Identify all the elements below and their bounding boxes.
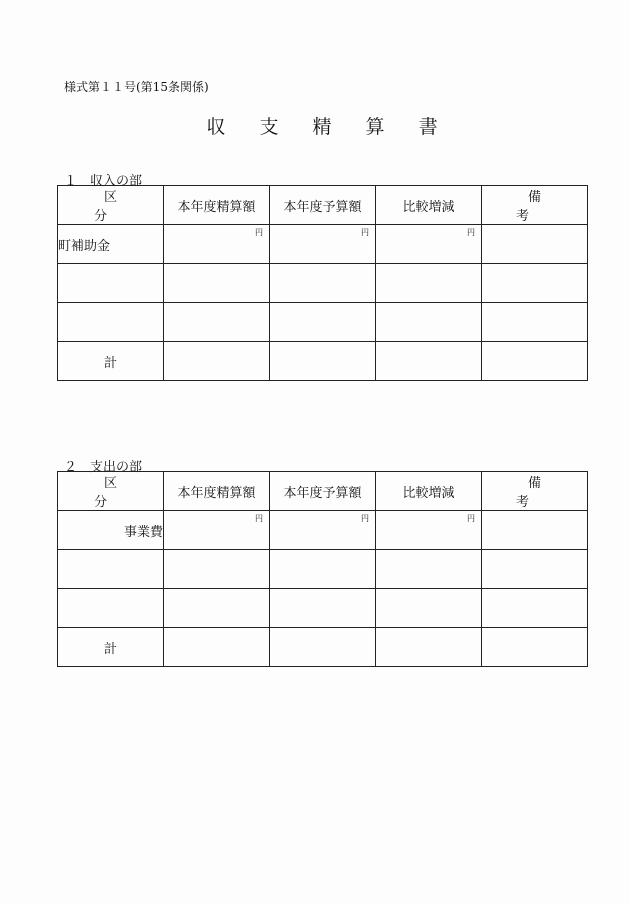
yen-unit: 円 xyxy=(361,514,369,523)
income-remarks-cell[interactable] xyxy=(482,303,588,342)
expense-diff-cell[interactable] xyxy=(376,511,482,550)
header-actual: 本年度精算額 xyxy=(164,186,270,225)
expense-budget-cell[interactable] xyxy=(270,589,376,628)
expense-table xyxy=(57,471,603,667)
income-actual-cell[interactable] xyxy=(164,303,270,342)
expense-total-diff[interactable] xyxy=(376,628,482,667)
expense-actual-cell[interactable] xyxy=(164,511,270,550)
income-budget-cell[interactable] xyxy=(270,303,376,342)
income-total-budget[interactable] xyxy=(270,342,376,381)
expense-remarks-cell[interactable] xyxy=(482,550,588,589)
income-row-label xyxy=(58,264,164,303)
yen-unit: 円 xyxy=(255,228,263,237)
income-budget-cell[interactable] xyxy=(270,225,376,264)
expense-total-budget[interactable] xyxy=(270,628,376,667)
income-total-row xyxy=(58,342,588,381)
expense-remarks-cell[interactable] xyxy=(482,511,588,550)
expense-diff-cell[interactable] xyxy=(376,589,482,628)
table-row xyxy=(58,589,588,628)
income-total-diff[interactable] xyxy=(376,342,482,381)
income-diff-cell[interactable] xyxy=(376,264,482,303)
yen-unit: 円 xyxy=(467,228,475,237)
expense-budget-cell[interactable] xyxy=(270,511,376,550)
income-section-heading: １ 収入の部 xyxy=(64,174,143,189)
income-header-row xyxy=(58,186,588,225)
expense-budget-cell[interactable] xyxy=(270,550,376,589)
header-category: 区 分 xyxy=(58,472,164,511)
expense-total-remarks[interactable] xyxy=(482,628,588,667)
income-row-label xyxy=(58,303,164,342)
header-diff: 比較増減 xyxy=(376,186,482,225)
expense-actual-cell[interactable] xyxy=(164,589,270,628)
header-budget: 本年度予算額 xyxy=(270,472,376,511)
income-remarks-cell[interactable] xyxy=(482,225,588,264)
income-actual-cell[interactable] xyxy=(164,225,270,264)
expense-header-row xyxy=(58,472,588,511)
expense-section-heading: ２ 支出の部 xyxy=(64,460,143,475)
expense-diff-cell[interactable] xyxy=(376,550,482,589)
document-title: 収 支 精 算 書 xyxy=(206,116,452,138)
income-total-actual[interactable] xyxy=(164,342,270,381)
table-row xyxy=(58,225,588,264)
yen-unit: 円 xyxy=(255,514,263,523)
expense-actual-cell[interactable] xyxy=(164,550,270,589)
expense-total-row xyxy=(58,628,588,667)
yen-unit: 円 xyxy=(361,228,369,237)
income-total-remarks[interactable] xyxy=(482,342,588,381)
header-budget: 本年度予算額 xyxy=(270,186,376,225)
income-diff-cell[interactable] xyxy=(376,303,482,342)
expense-total-label: 計 xyxy=(58,628,164,667)
income-remarks-cell[interactable] xyxy=(482,264,588,303)
table-row xyxy=(58,550,588,589)
table-row xyxy=(58,511,588,550)
header-remarks: 備 考 xyxy=(482,186,588,225)
income-diff-cell[interactable] xyxy=(376,225,482,264)
expense-remarks-cell[interactable] xyxy=(482,589,588,628)
header-category: 区 分 xyxy=(58,186,164,225)
table-row xyxy=(58,303,588,342)
yen-unit: 円 xyxy=(467,514,475,523)
header-diff: 比較増減 xyxy=(376,472,482,511)
income-table xyxy=(57,185,603,381)
table-row xyxy=(58,264,588,303)
income-row-label: 町補助金 xyxy=(58,225,164,264)
expense-row-label xyxy=(58,589,164,628)
expense-total-actual[interactable] xyxy=(164,628,270,667)
income-actual-cell[interactable] xyxy=(164,264,270,303)
header-remarks: 備 考 xyxy=(482,472,588,511)
expense-row-label: 事業費 xyxy=(58,511,164,550)
form-number: 様式第１１号(第15条関係) xyxy=(64,80,209,94)
header-actual: 本年度精算額 xyxy=(164,472,270,511)
expense-row-label xyxy=(58,550,164,589)
income-budget-cell[interactable] xyxy=(270,264,376,303)
income-total-label: 計 xyxy=(58,342,164,381)
